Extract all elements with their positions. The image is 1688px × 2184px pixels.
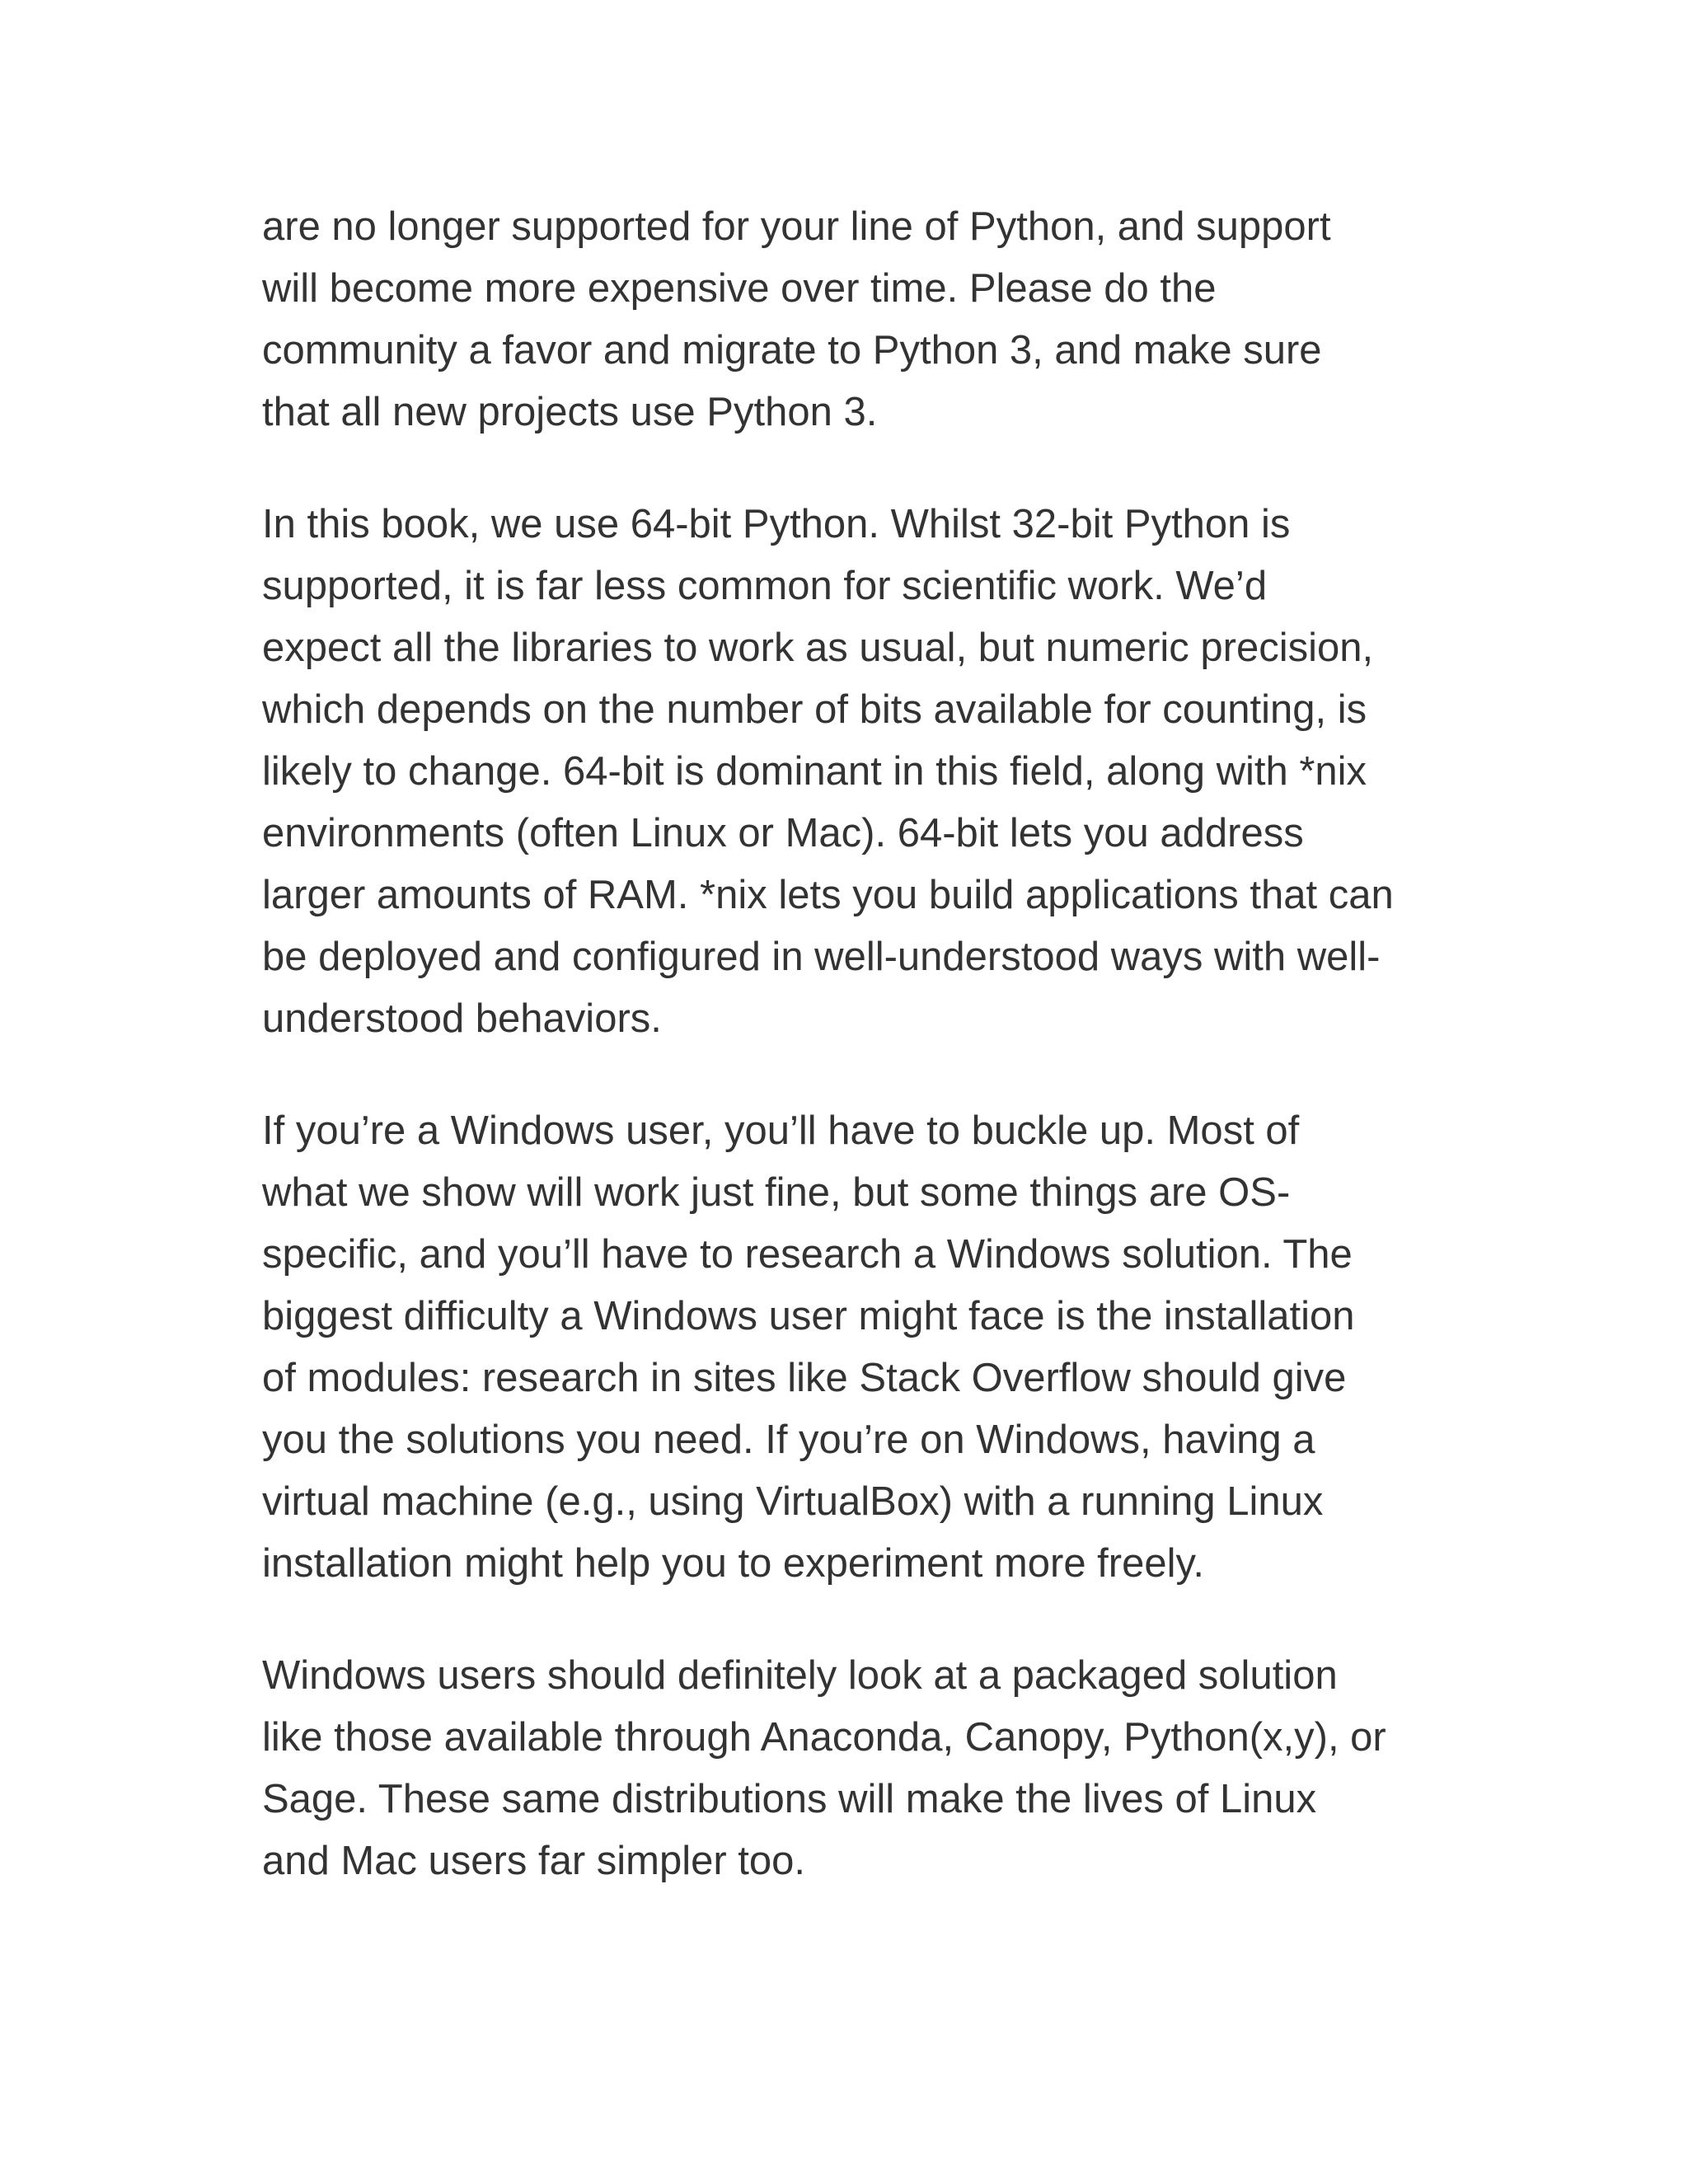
text-line: Sage. These same distributions will make the lives of Linux bbox=[262, 1777, 1317, 1821]
text-line: which depends on the number of bits available for counting, is bbox=[262, 687, 1367, 732]
text-line: larger amounts of RAM. *nix lets you build applications that can bbox=[262, 873, 1394, 917]
text-line: Windows users should definitely look at a packaged solution bbox=[262, 1653, 1338, 1698]
text-line: specific, and you’ll have to research a Windows solution. The bbox=[262, 1232, 1353, 1277]
text-line: supported, it is far less common for scientific work. We’d bbox=[262, 564, 1268, 608]
text-line: virtual machine (e.g., using VirtualBox) with a running Linux bbox=[262, 1479, 1324, 1524]
text-line: understood behaviors. bbox=[262, 996, 662, 1041]
text-line: likely to change. 64-bit is dominant in this field, along with *nix bbox=[262, 749, 1367, 794]
text-line: community a favor and migrate to Python 3, and make sure bbox=[262, 328, 1322, 373]
body-text bbox=[262, 196, 1432, 1943]
paragraph-64bit-python bbox=[262, 494, 1432, 1050]
text-line: and Mac users far simpler too. bbox=[262, 1839, 806, 1883]
text-line: like those available through Anaconda, Canopy, Python(x,y), or bbox=[262, 1715, 1386, 1760]
text-line: If you’re a Windows user, you’ll have to buckle up. Most of bbox=[262, 1108, 1300, 1153]
text-line: will become more expensive over time. Please do the bbox=[262, 266, 1217, 311]
text-line: installation might help you to experiment more freely. bbox=[262, 1541, 1204, 1586]
text-line: that all new projects use Python 3. bbox=[262, 390, 878, 434]
paragraph-python3-migration bbox=[262, 196, 1432, 443]
text-line: environments (often Linux or Mac). 64-bit lets you address bbox=[262, 811, 1304, 855]
text-line: are no longer supported for your line of Python, and support bbox=[262, 204, 1331, 249]
text-line: In this book, we use 64-bit Python. Whilst 32-bit Python is bbox=[262, 502, 1291, 546]
text-line: be deployed and configured in well-understood ways with well- bbox=[262, 935, 1381, 979]
paragraph-windows-users bbox=[262, 1100, 1432, 1595]
text-line: of modules: research in sites like Stack Overflow should give bbox=[262, 1356, 1347, 1400]
text-line: what we show will work just fine, but some things are OS- bbox=[262, 1170, 1291, 1215]
paragraph-packaged-solutions bbox=[262, 1645, 1432, 1892]
text-line: biggest difficulty a Windows user might face is the installation bbox=[262, 1294, 1355, 1338]
text-line: you the solutions you need. If you’re on Windows, having a bbox=[262, 1418, 1315, 1462]
text-line: expect all the libraries to work as usual, but numeric precision, bbox=[262, 626, 1374, 670]
